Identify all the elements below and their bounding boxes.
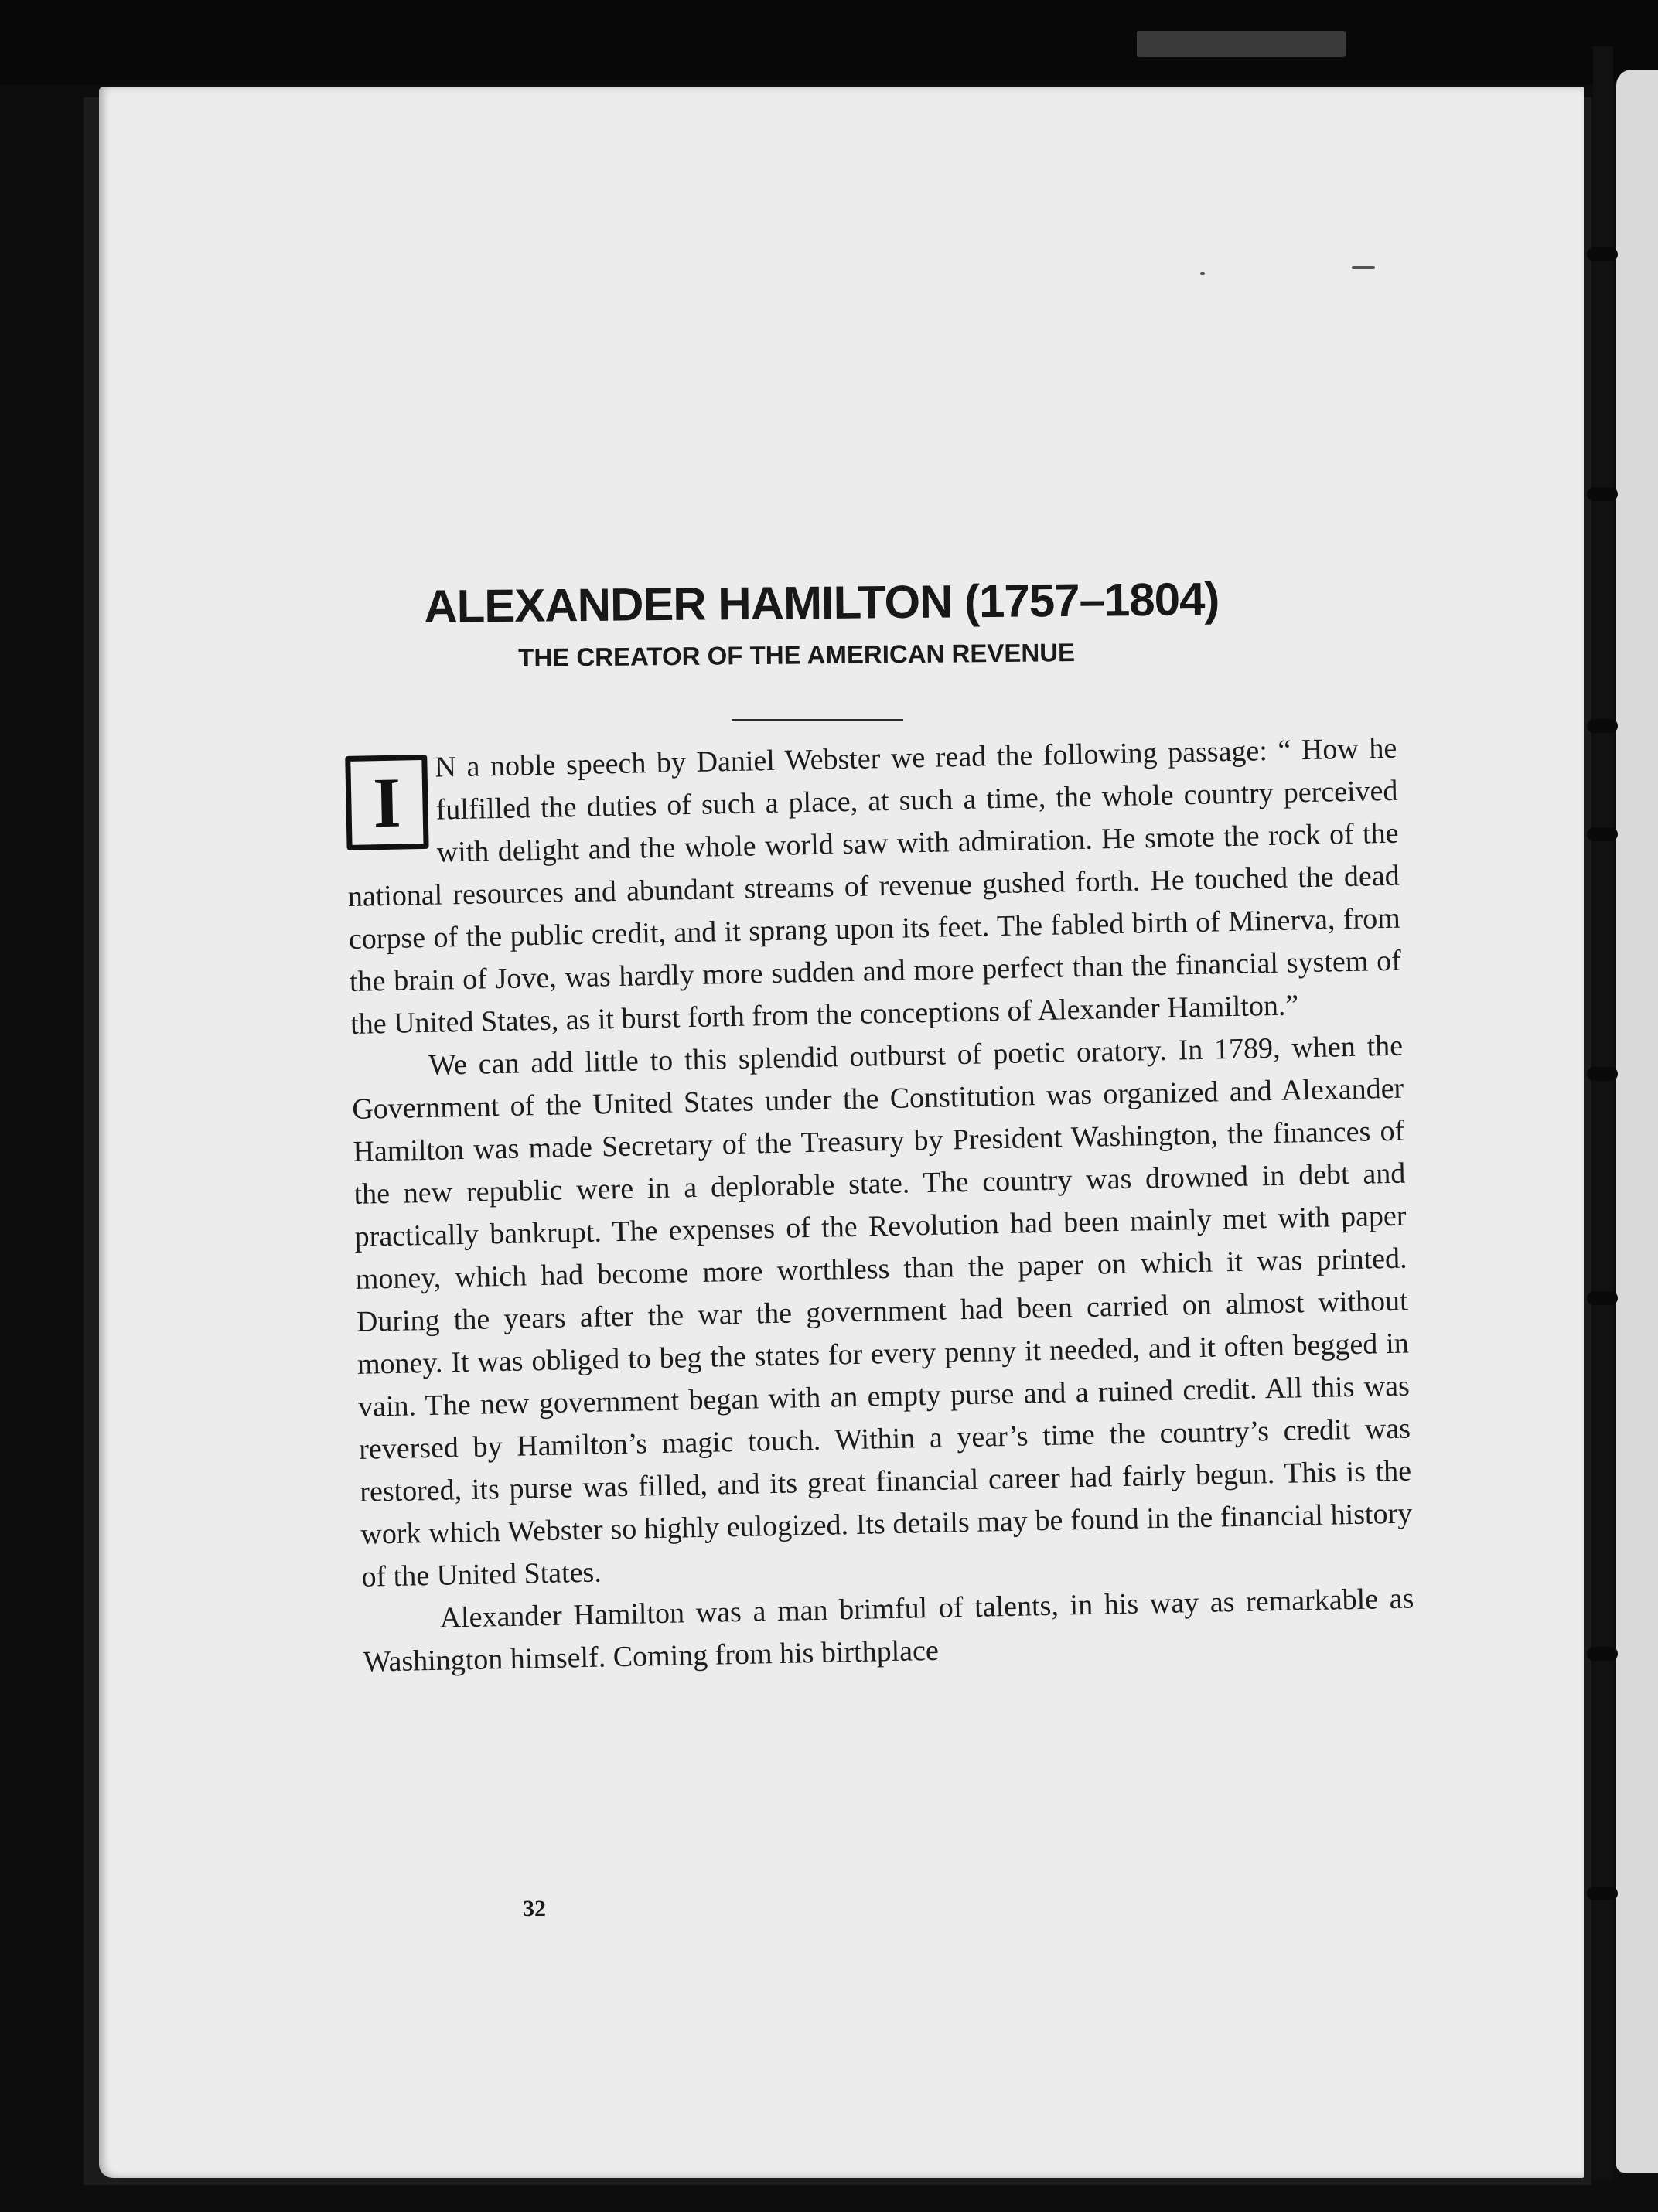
binding-stitch (1587, 719, 1618, 733)
scanner-background-top (0, 0, 1658, 85)
scan-speck (1352, 266, 1375, 269)
page-title: ALEXANDER HAMILTON (1757–1804) (424, 573, 1220, 632)
binding-stitch (1587, 1291, 1618, 1305)
binding-clip (1137, 31, 1346, 57)
page-number: 32 (523, 1896, 546, 1921)
binding-stitch (1587, 827, 1618, 841)
article-body (345, 728, 1415, 1684)
title-divider (732, 719, 903, 721)
paragraph: Alexander Hamilton was a man brimful of talents, in his way as remarkable as Washington himself. Coming from his birthplace (363, 1582, 1414, 1679)
book-spine (1593, 46, 1613, 2180)
paragraph (345, 728, 1402, 1046)
binding-stitch (1587, 1647, 1618, 1661)
binding-stitch (1587, 1067, 1618, 1081)
paragraph-text: N a noble speech by Daniel Webster we read the following passage: “ How he fulfilled the duties of such a place, at such a time, the whole country perceived with delight and the whole world saw with admiration. He smote the rock of the national resources and abundant streams of revenue gushed forth. He touched the dead corpse of the public credit, and it sprang upon its feet. The fabled birth of Minerva, from the brain of Jove, was hardly more sudden and more perfect than the financial system of the United States, as it burst forth from the conceptions of Alexander Hamilton.” (347, 731, 1402, 1041)
scan-speck (1200, 272, 1205, 275)
binding-stitch (1587, 1887, 1618, 1900)
page-subtitle: THE CREATOR OF THE AMERICAN REVENUE (518, 638, 1076, 672)
paragraph: We can add little to this splendid outburst of poetic oratory. In 1789, when the Government of the United States under the Constitution was organized and Alexander Hamilton was made Secretary of the Treasury by President Washington, the finances of the new republic were in a deplorable state. The country was drowned in debt and practically bankrupt. The expenses of the Revolution had been mainly met with paper money, which had become more worthless than the paper on which it was printed. During the years after the war the government had been carried on almost without money. It was obliged to beg the states for every penny it needed, and it often begged in vain. The new government began with an empty purse and a ruined credit. All this was reversed by Hamilton’s magic touch. Within a year’s time the country’s credit was restored, its purse was filled, and its great financial career had fairly begun. This is the work which Webster so highly eulogized. Its details may be found in the financial history of the United States. (351, 1029, 1413, 1593)
binding-stitch (1587, 487, 1618, 501)
adjacent-page-edge (1616, 70, 1658, 2173)
drop-cap-initial: I (345, 755, 428, 850)
binding-stitch (1587, 247, 1618, 261)
